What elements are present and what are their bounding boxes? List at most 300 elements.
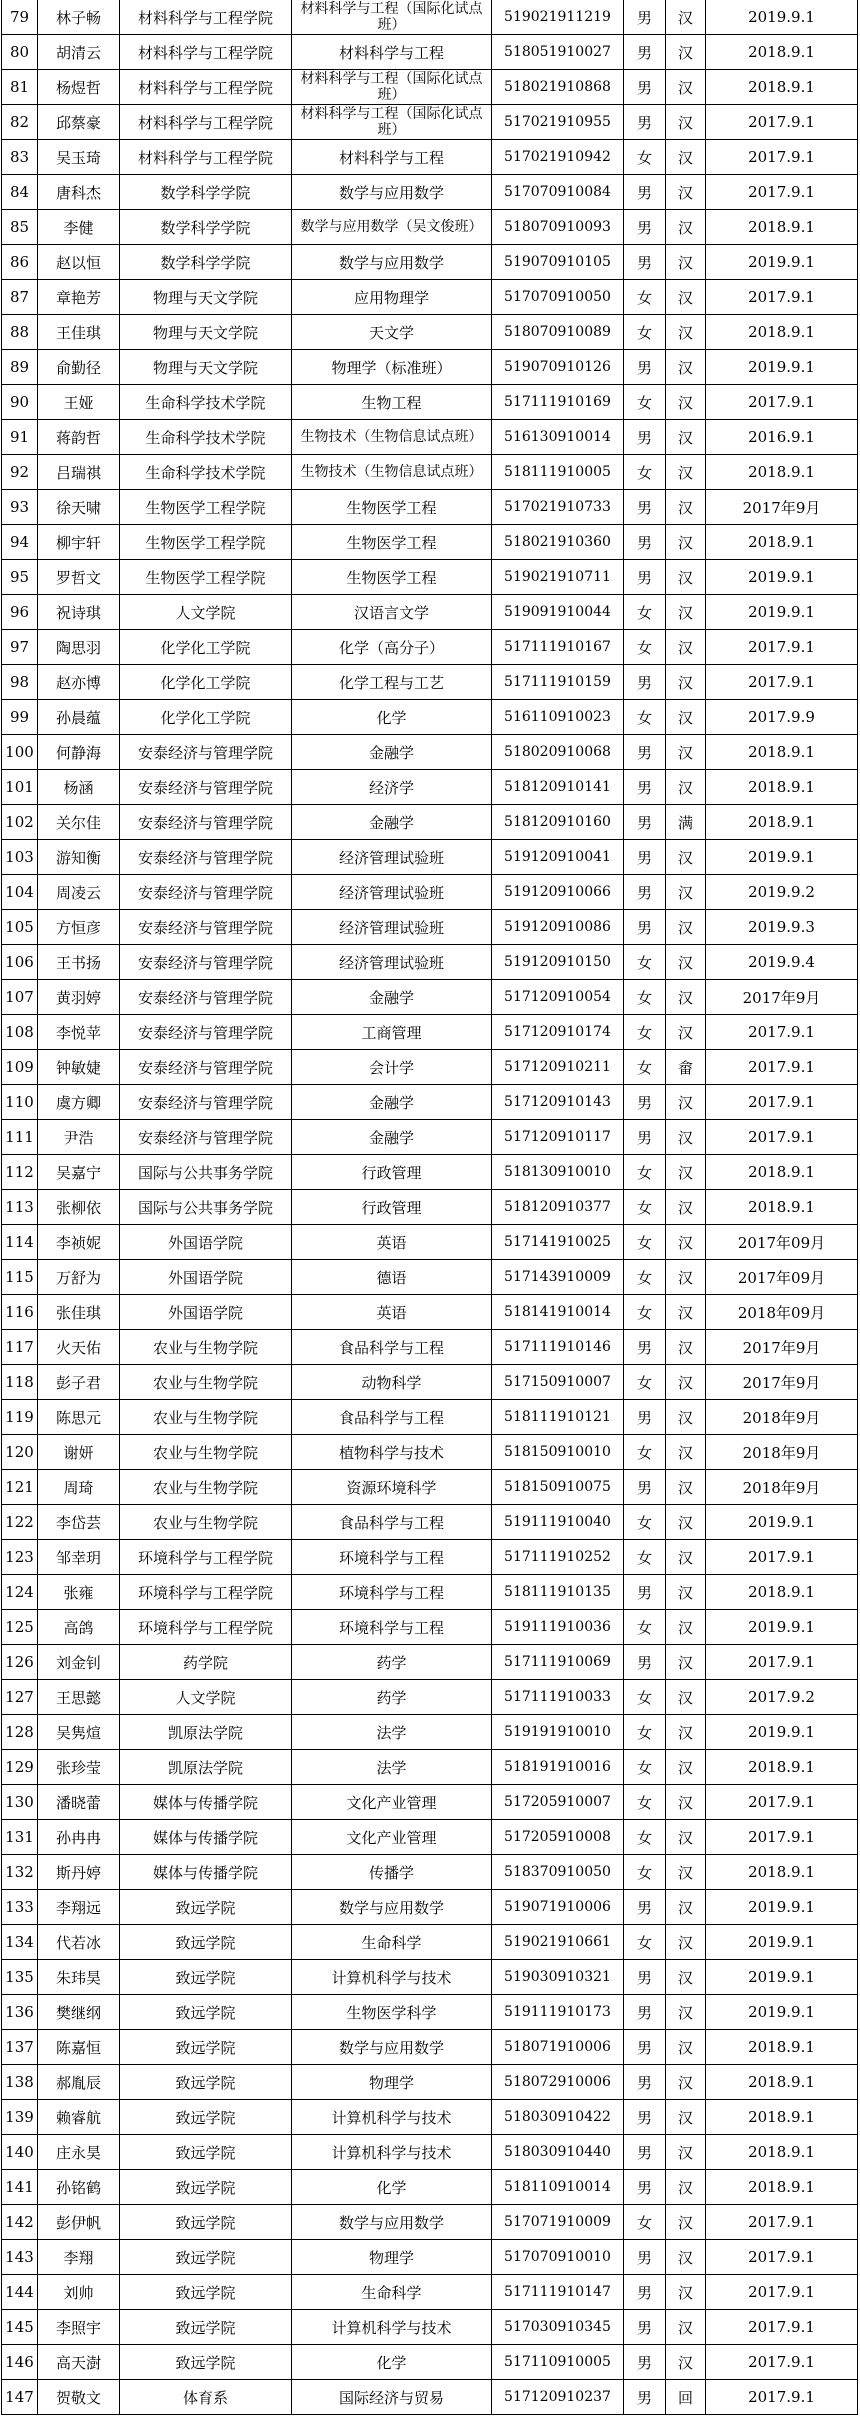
- table-row: [2, 2065, 858, 2100]
- student-id-cell: 518111910005: [492, 455, 624, 490]
- gender-cell: 女: [624, 140, 666, 175]
- ethnicity-cell: 汉: [666, 1435, 706, 1470]
- table-row: [2, 1890, 858, 1925]
- gender-cell: 女: [624, 700, 666, 735]
- enrollment-date-cell: 2017.9.9: [706, 700, 858, 735]
- table-row: [2, 0, 858, 35]
- major-cell: 环境科学与工程: [292, 1575, 492, 1610]
- student-id-cell: 517070910050: [492, 280, 624, 315]
- enrollment-date-cell: 2019.9.1: [706, 1505, 858, 1540]
- table-row: [2, 175, 858, 210]
- enrollment-date-cell: 2018.9.1: [706, 210, 858, 245]
- student-name: 赖睿航: [38, 2100, 120, 2135]
- enrollment-date-cell: 2018.9.1: [706, 1750, 858, 1785]
- major-cell: 应用物理学: [292, 280, 492, 315]
- student-id-cell: 518150910010: [492, 1435, 624, 1470]
- row-number: 125: [2, 1610, 38, 1645]
- gender-cell: 男: [624, 1645, 666, 1680]
- school-cell: 农业与生物学院: [120, 1365, 292, 1400]
- gender-cell: 男: [624, 1575, 666, 1610]
- enrollment-date-cell: 2019.9.1: [706, 840, 858, 875]
- student-name: 赵亦博: [38, 665, 120, 700]
- major-cell: 生命科学: [292, 2275, 492, 2310]
- row-number: 119: [2, 1400, 38, 1435]
- enrollment-date-cell: 2017.9.1: [706, 105, 858, 140]
- school-cell: 数学科学学院: [120, 210, 292, 245]
- student-name: 罗哲文: [38, 560, 120, 595]
- enrollment-date-cell: 2017.9.1: [706, 175, 858, 210]
- ethnicity-cell: 汉: [666, 735, 706, 770]
- row-number: 109: [2, 1050, 38, 1085]
- table-row: [2, 2100, 858, 2135]
- table-row: [2, 1645, 858, 1680]
- ethnicity-cell: 汉: [666, 105, 706, 140]
- student-name: 祝诗琪: [38, 595, 120, 630]
- student-name: 方恒彦: [38, 910, 120, 945]
- gender-cell: 女: [624, 1785, 666, 1820]
- school-cell: 凯原法学院: [120, 1750, 292, 1785]
- major-cell: 经济管理试验班: [292, 875, 492, 910]
- enrollment-date-cell: 2019.9.4: [706, 945, 858, 980]
- row-number: 137: [2, 2030, 38, 2065]
- enrollment-date-cell: 2018.9.1: [706, 35, 858, 70]
- student-id-cell: 517111910167: [492, 630, 624, 665]
- gender-cell: 男: [624, 2065, 666, 2100]
- enrollment-date-cell: 2019.9.1: [706, 0, 858, 35]
- student-id-cell: 518130910010: [492, 1155, 624, 1190]
- school-cell: 致远学院: [120, 2310, 292, 2345]
- school-cell: 农业与生物学院: [120, 1505, 292, 1540]
- major-cell: 金融学: [292, 805, 492, 840]
- student-name: 陶思羽: [38, 630, 120, 665]
- table-row: [2, 35, 858, 70]
- table-row: [2, 2030, 858, 2065]
- table-row: [2, 140, 858, 175]
- enrollment-date-cell: 2017.9.1: [706, 1015, 858, 1050]
- ethnicity-cell: 汉: [666, 350, 706, 385]
- school-cell: 数学科学学院: [120, 175, 292, 210]
- major-cell: 生物技术（生物信息试点班）: [292, 420, 492, 455]
- student-id-cell: 518150910075: [492, 1470, 624, 1505]
- major-cell: 行政管理: [292, 1190, 492, 1225]
- major-cell: 化学: [292, 2345, 492, 2380]
- major-cell: 金融学: [292, 735, 492, 770]
- student-id-cell: 517110910005: [492, 2345, 624, 2380]
- school-cell: 安泰经济与管理学院: [120, 980, 292, 1015]
- major-cell: 化学: [292, 700, 492, 735]
- row-number: 83: [2, 140, 38, 175]
- enrollment-date-cell: 2018年9月: [706, 1435, 858, 1470]
- school-cell: 致远学院: [120, 1925, 292, 1960]
- major-cell: 化学工程与工艺: [292, 665, 492, 700]
- student-id-cell: 519021910661: [492, 1925, 624, 1960]
- table-row: [2, 1295, 858, 1330]
- school-cell: 材料科学与工程学院: [120, 0, 292, 35]
- student-id-cell: 517111910159: [492, 665, 624, 700]
- student-id-cell: 519120910150: [492, 945, 624, 980]
- student-name: 徐天啸: [38, 490, 120, 525]
- student-id-cell: 518030910440: [492, 2135, 624, 2170]
- major-cell: 材料科学与工程（国际化试点班）: [292, 70, 492, 105]
- row-number: 130: [2, 1785, 38, 1820]
- enrollment-date-cell: 2018.9.1: [706, 1855, 858, 1890]
- gender-cell: 男: [624, 525, 666, 560]
- school-cell: 材料科学与工程学院: [120, 140, 292, 175]
- gender-cell: 男: [624, 2380, 666, 2415]
- student-id-cell: 517120910237: [492, 2380, 624, 2415]
- enrollment-date-cell: 2018.9.1: [706, 1190, 858, 1225]
- student-name: 万舒为: [38, 1260, 120, 1295]
- school-cell: 农业与生物学院: [120, 1330, 292, 1365]
- student-id-cell: 518111910121: [492, 1400, 624, 1435]
- student-id-cell: 518070910089: [492, 315, 624, 350]
- school-cell: 安泰经济与管理学院: [120, 735, 292, 770]
- gender-cell: 男: [624, 70, 666, 105]
- gender-cell: 女: [624, 1750, 666, 1785]
- student-name: 王书扬: [38, 945, 120, 980]
- school-cell: 药学院: [120, 1645, 292, 1680]
- major-cell: 数学与应用数学: [292, 175, 492, 210]
- student-id-cell: 517120910174: [492, 1015, 624, 1050]
- row-number: 88: [2, 315, 38, 350]
- enrollment-date-cell: 2017.9.1: [706, 2345, 858, 2380]
- row-number: 81: [2, 70, 38, 105]
- row-number: 103: [2, 840, 38, 875]
- student-name: 杨涵: [38, 770, 120, 805]
- ethnicity-cell: 汉: [666, 2170, 706, 2205]
- school-cell: 致远学院: [120, 2205, 292, 2240]
- enrollment-date-cell: 2017.9.1: [706, 2310, 858, 2345]
- enrollment-date-cell: 2017年9月: [706, 490, 858, 525]
- row-number: 116: [2, 1295, 38, 1330]
- row-number: 105: [2, 910, 38, 945]
- major-cell: 材料科学与工程: [292, 140, 492, 175]
- enrollment-date-cell: 2018年9月: [706, 1470, 858, 1505]
- student-name: 周凌云: [38, 875, 120, 910]
- table-row: [2, 840, 858, 875]
- student-id-cell: 519030910321: [492, 1960, 624, 1995]
- gender-cell: 男: [624, 1120, 666, 1155]
- row-number: 135: [2, 1960, 38, 1995]
- table-row: [2, 490, 858, 525]
- student-name: 代若冰: [38, 1925, 120, 1960]
- student-name: 何静海: [38, 735, 120, 770]
- student-id-cell: 518021910868: [492, 70, 624, 105]
- enrollment-date-cell: 2019.9.1: [706, 350, 858, 385]
- student-id-cell: 517021910942: [492, 140, 624, 175]
- table-row: [2, 1155, 858, 1190]
- enrollment-date-cell: 2017.9.1: [706, 1540, 858, 1575]
- student-name: 刘金钊: [38, 1645, 120, 1680]
- row-number: 101: [2, 770, 38, 805]
- ethnicity-cell: 汉: [666, 245, 706, 280]
- table-row: [2, 1540, 858, 1575]
- ethnicity-cell: 汉: [666, 1890, 706, 1925]
- row-number: 106: [2, 945, 38, 980]
- ethnicity-cell: 汉: [666, 1120, 706, 1155]
- school-cell: 生命科学技术学院: [120, 420, 292, 455]
- gender-cell: 女: [624, 1820, 666, 1855]
- major-cell: 食品科学与工程: [292, 1330, 492, 1365]
- school-cell: 人文学院: [120, 1680, 292, 1715]
- gender-cell: 男: [624, 245, 666, 280]
- ethnicity-cell: 汉: [666, 1295, 706, 1330]
- table-row: [2, 2310, 858, 2345]
- row-number: 121: [2, 1470, 38, 1505]
- student-name: 李翔远: [38, 1890, 120, 1925]
- enrollment-date-cell: 2017.9.1: [706, 280, 858, 315]
- major-cell: 计算机科学与技术: [292, 2100, 492, 2135]
- enrollment-date-cell: 2019.9.1: [706, 1995, 858, 2030]
- enrollment-date-cell: 2017年9月: [706, 980, 858, 1015]
- enrollment-date-cell: 2019.9.3: [706, 910, 858, 945]
- student-id-cell: 519091910044: [492, 595, 624, 630]
- gender-cell: 女: [624, 980, 666, 1015]
- major-cell: 植物科学与技术: [292, 1435, 492, 1470]
- student-id-cell: 517120910211: [492, 1050, 624, 1085]
- table-row: [2, 875, 858, 910]
- row-number: 142: [2, 2205, 38, 2240]
- gender-cell: 男: [624, 1330, 666, 1365]
- enrollment-date-cell: 2017.9.1: [706, 1050, 858, 1085]
- student-name: 吕瑞祺: [38, 455, 120, 490]
- gender-cell: 男: [624, 35, 666, 70]
- gender-cell: 男: [624, 2135, 666, 2170]
- gender-cell: 男: [624, 1890, 666, 1925]
- enrollment-date-cell: 2018.9.1: [706, 770, 858, 805]
- ethnicity-cell: 汉: [666, 280, 706, 315]
- enrollment-date-cell: 2017.9.1: [706, 630, 858, 665]
- student-name: 陈思元: [38, 1400, 120, 1435]
- row-number: 129: [2, 1750, 38, 1785]
- table-row: [2, 700, 858, 735]
- major-cell: 生物医学工程: [292, 490, 492, 525]
- enrollment-date-cell: 2017.9.1: [706, 1820, 858, 1855]
- row-number: 118: [2, 1365, 38, 1400]
- student-name: 蒋韵哲: [38, 420, 120, 455]
- major-cell: 药学: [292, 1645, 492, 1680]
- row-number: 85: [2, 210, 38, 245]
- student-id-cell: 519071910006: [492, 1890, 624, 1925]
- gender-cell: 男: [624, 105, 666, 140]
- major-cell: 环境科学与工程: [292, 1610, 492, 1645]
- table-row: [2, 1995, 858, 2030]
- table-row: [2, 665, 858, 700]
- row-number: 84: [2, 175, 38, 210]
- student-name: 柳宇轩: [38, 525, 120, 560]
- major-cell: 文化产业管理: [292, 1785, 492, 1820]
- gender-cell: 女: [624, 945, 666, 980]
- gender-cell: 女: [624, 630, 666, 665]
- gender-cell: 女: [624, 1505, 666, 1540]
- major-cell: 生物医学工程: [292, 560, 492, 595]
- ethnicity-cell: 汉: [666, 560, 706, 595]
- school-cell: 物理与天文学院: [120, 350, 292, 385]
- student-name: 唐科杰: [38, 175, 120, 210]
- row-number: 93: [2, 490, 38, 525]
- row-number: 115: [2, 1260, 38, 1295]
- school-cell: 致远学院: [120, 2170, 292, 2205]
- student-id-cell: 518071910006: [492, 2030, 624, 2065]
- gender-cell: 女: [624, 1715, 666, 1750]
- row-number: 86: [2, 245, 38, 280]
- row-number: 120: [2, 1435, 38, 1470]
- student-name: 张佳琪: [38, 1295, 120, 1330]
- enrollment-date-cell: 2017.9.1: [706, 2380, 858, 2415]
- major-cell: 传播学: [292, 1855, 492, 1890]
- school-cell: 数学科学学院: [120, 245, 292, 280]
- student-name: 关尔佳: [38, 805, 120, 840]
- row-number: 126: [2, 1645, 38, 1680]
- gender-cell: 男: [624, 0, 666, 35]
- student-name: 杨煜哲: [38, 70, 120, 105]
- school-cell: 体育系: [120, 2380, 292, 2415]
- school-cell: 媒体与传播学院: [120, 1855, 292, 1890]
- major-cell: 化学: [292, 2170, 492, 2205]
- student-id-cell: 517205910008: [492, 1820, 624, 1855]
- school-cell: 凯原法学院: [120, 1715, 292, 1750]
- student-name: 王佳琪: [38, 315, 120, 350]
- student-id-cell: 519120910086: [492, 910, 624, 945]
- enrollment-date-cell: 2018.9.1: [706, 525, 858, 560]
- major-cell: 物理学（标准班）: [292, 350, 492, 385]
- gender-cell: 女: [624, 315, 666, 350]
- enrollment-date-cell: 2017.9.1: [706, 1085, 858, 1120]
- major-cell: 物理学: [292, 2065, 492, 2100]
- gender-cell: 女: [624, 1365, 666, 1400]
- student-name: 郝胤辰: [38, 2065, 120, 2100]
- table-row: [2, 2240, 858, 2275]
- ethnicity-cell: 汉: [666, 2100, 706, 2135]
- row-number: 128: [2, 1715, 38, 1750]
- table-row: [2, 1750, 858, 1785]
- ethnicity-cell: 回: [666, 2380, 706, 2415]
- major-cell: 生命科学: [292, 1925, 492, 1960]
- student-id-cell: 518020910068: [492, 735, 624, 770]
- ethnicity-cell: 汉: [666, 2310, 706, 2345]
- major-cell: 生物医学科学: [292, 1995, 492, 2030]
- student-id-cell: 517120910117: [492, 1120, 624, 1155]
- row-number: 123: [2, 1540, 38, 1575]
- student-name: 胡清云: [38, 35, 120, 70]
- gender-cell: 女: [624, 2205, 666, 2240]
- school-cell: 致远学院: [120, 1890, 292, 1925]
- row-number: 133: [2, 1890, 38, 1925]
- student-id-cell: 517111910033: [492, 1680, 624, 1715]
- row-number: 108: [2, 1015, 38, 1050]
- school-cell: 安泰经济与管理学院: [120, 1050, 292, 1085]
- gender-cell: 男: [624, 2100, 666, 2135]
- student-name: 李健: [38, 210, 120, 245]
- student-id-cell: 518021910360: [492, 525, 624, 560]
- table-row: [2, 1610, 858, 1645]
- major-cell: 计算机科学与技术: [292, 2135, 492, 2170]
- student-id-cell: 518120910141: [492, 770, 624, 805]
- ethnicity-cell: 汉: [666, 420, 706, 455]
- ethnicity-cell: 汉: [666, 1260, 706, 1295]
- row-number: 114: [2, 1225, 38, 1260]
- ethnicity-cell: 汉: [666, 315, 706, 350]
- ethnicity-cell: 汉: [666, 490, 706, 525]
- ethnicity-cell: 汉: [666, 1015, 706, 1050]
- school-cell: 农业与生物学院: [120, 1435, 292, 1470]
- school-cell: 化学化工学院: [120, 630, 292, 665]
- enrollment-date-cell: 2017.9.1: [706, 2205, 858, 2240]
- enrollment-date-cell: 2019.9.1: [706, 245, 858, 280]
- gender-cell: 男: [624, 2275, 666, 2310]
- table-row: [2, 105, 858, 140]
- enrollment-date-cell: 2018.9.1: [706, 2100, 858, 2135]
- gender-cell: 男: [624, 1960, 666, 1995]
- gender-cell: 女: [624, 1610, 666, 1645]
- table-row: [2, 1085, 858, 1120]
- ethnicity-cell: 汉: [666, 840, 706, 875]
- enrollment-date-cell: 2017年09月: [706, 1225, 858, 1260]
- ethnicity-cell: 汉: [666, 700, 706, 735]
- ethnicity-cell: 汉: [666, 1820, 706, 1855]
- gender-cell: 女: [624, 385, 666, 420]
- ethnicity-cell: 汉: [666, 1855, 706, 1890]
- enrollment-date-cell: 2017.9.1: [706, 385, 858, 420]
- enrollment-date-cell: 2017年9月: [706, 1365, 858, 1400]
- table-row: [2, 1785, 858, 1820]
- major-cell: 行政管理: [292, 1155, 492, 1190]
- gender-cell: 女: [624, 1050, 666, 1085]
- student-name: 刘帅: [38, 2275, 120, 2310]
- gender-cell: 女: [624, 1015, 666, 1050]
- row-number: 94: [2, 525, 38, 560]
- table-row: [2, 1960, 858, 1995]
- gender-cell: 男: [624, 2345, 666, 2380]
- student-name: 高鸽: [38, 1610, 120, 1645]
- row-number: 117: [2, 1330, 38, 1365]
- school-cell: 农业与生物学院: [120, 1470, 292, 1505]
- row-number: 104: [2, 875, 38, 910]
- student-id-cell: 517150910007: [492, 1365, 624, 1400]
- major-cell: 计算机科学与技术: [292, 2310, 492, 2345]
- student-name: 火天佑: [38, 1330, 120, 1365]
- major-cell: 金融学: [292, 1120, 492, 1155]
- table-row: [2, 735, 858, 770]
- school-cell: 安泰经济与管理学院: [120, 840, 292, 875]
- gender-cell: 女: [624, 280, 666, 315]
- gender-cell: 男: [624, 2170, 666, 2205]
- gender-cell: 女: [624, 1190, 666, 1225]
- gender-cell: 女: [624, 1260, 666, 1295]
- ethnicity-cell: 满: [666, 805, 706, 840]
- table-row: [2, 770, 858, 805]
- gender-cell: 女: [624, 1540, 666, 1575]
- student-name: 吴玉琦: [38, 140, 120, 175]
- gender-cell: 男: [624, 2240, 666, 2275]
- student-name: 俞勤径: [38, 350, 120, 385]
- student-id-cell: 517111910147: [492, 2275, 624, 2310]
- school-cell: 环境科学与工程学院: [120, 1610, 292, 1645]
- row-number: 80: [2, 35, 38, 70]
- gender-cell: 女: [624, 1680, 666, 1715]
- enrollment-date-cell: 2018.9.1: [706, 2030, 858, 2065]
- row-number: 127: [2, 1680, 38, 1715]
- major-cell: 食品科学与工程: [292, 1400, 492, 1435]
- school-cell: 环境科学与工程学院: [120, 1575, 292, 1610]
- gender-cell: 男: [624, 1995, 666, 2030]
- enrollment-date-cell: 2018.9.1: [706, 2065, 858, 2100]
- enrollment-date-cell: 2019.9.1: [706, 1925, 858, 1960]
- major-cell: 环境科学与工程: [292, 1540, 492, 1575]
- school-cell: 致远学院: [120, 2065, 292, 2100]
- student-name: 李祯妮: [38, 1225, 120, 1260]
- student-id-cell: 517143910009: [492, 1260, 624, 1295]
